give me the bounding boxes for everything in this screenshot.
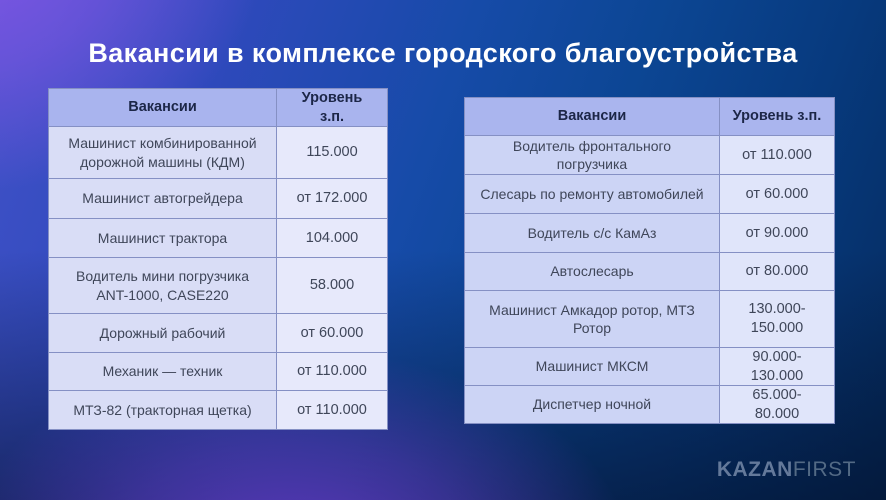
page-title: Вакансии в комплексе городского благоустройства bbox=[88, 38, 798, 69]
vacancy-cell: МТЗ-82 (тракторная щетка) bbox=[49, 391, 276, 429]
vacancies-table-left bbox=[48, 88, 388, 430]
salary-cell: от 172.000 bbox=[277, 179, 387, 218]
kazanfirst-logo bbox=[717, 458, 856, 482]
logo-text-first: FIRST bbox=[792, 458, 856, 481]
vacancy-cell: Машинист автогрейдера bbox=[49, 179, 276, 218]
vacancy-cell: Водитель мини погрузчика ANT-1000, CASE220 bbox=[49, 258, 276, 313]
vacancy-cell: Слесарь по ремонту автомобилей bbox=[465, 175, 719, 213]
vacancy-cell: Машинист МКСМ bbox=[465, 348, 719, 385]
salary-cell: от 60.000 bbox=[720, 175, 834, 213]
vacancy-cell: Машинист комбинированной дорожной машины (КДМ) bbox=[49, 127, 276, 178]
salary-cell: от 80.000 bbox=[720, 253, 834, 290]
vacancy-cell: Дорожный рабочий bbox=[49, 314, 276, 352]
vacancy-cell: Машинист трактора bbox=[49, 219, 276, 257]
vacancy-cell: Диспетчер ночной bbox=[465, 386, 719, 423]
salary-cell: от 60.000 bbox=[277, 314, 387, 352]
salary-cell: 65.000-80.000 bbox=[720, 386, 834, 423]
salary-cell: от 110.000 bbox=[277, 391, 387, 429]
vacancy-cell: Водитель с/с КамАз bbox=[465, 214, 719, 252]
salary-cell: 115.000 bbox=[277, 127, 387, 178]
salary-cell: 104.000 bbox=[277, 219, 387, 257]
vacancy-cell: Автослесарь bbox=[465, 253, 719, 290]
logo-text-kazan: KAZAN bbox=[716, 458, 793, 481]
column-header-salary: Уровень з.п. bbox=[720, 98, 834, 135]
vacancy-cell: Механик — техник bbox=[49, 353, 276, 390]
column-header-vacancy: Вакансии bbox=[49, 89, 276, 126]
salary-cell: от 110.000 bbox=[720, 136, 834, 174]
vacancy-cell: Машинист Амкадор ротор, МТЗ Ротор bbox=[465, 291, 719, 347]
column-header-vacancy: Вакансии bbox=[465, 98, 719, 135]
vacancy-cell: Водитель фронтального погрузчика bbox=[465, 136, 719, 174]
salary-cell: 58.000 bbox=[277, 258, 387, 313]
salary-cell: от 110.000 bbox=[277, 353, 387, 390]
column-header-salary: Уровень з.п. bbox=[277, 89, 387, 126]
vacancies-table-right bbox=[464, 97, 835, 424]
salary-cell: от 90.000 bbox=[720, 214, 834, 252]
salary-cell: 130.000-150.000 bbox=[720, 291, 834, 347]
salary-cell: 90.000-130.000 bbox=[720, 348, 834, 385]
